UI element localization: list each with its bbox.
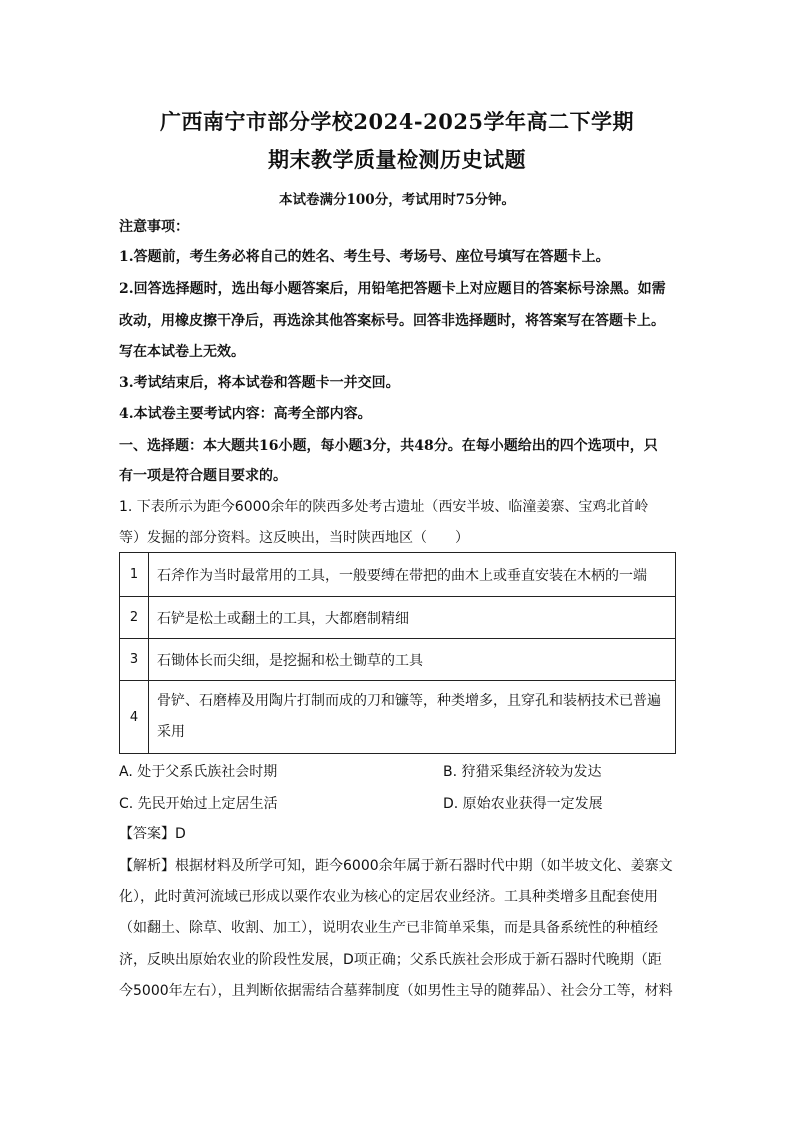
section-heading-line1: 一、选择题：本大题共16小题，每小题3分，共48分。在每小题给出的四个选项中，只	[119, 438, 658, 454]
table-cell-num: 2	[120, 597, 149, 639]
analysis-line2: 化），此时黄河流域已形成以粟作农业为核心的定居农业经济。工具种类增多且配套使用	[119, 889, 658, 905]
table-cell-text-line2: 采用	[157, 724, 185, 740]
note-item-1: 1.答题前，考生务必将自己的姓名、考生号、考场号、座位号填写在答题卡上。	[119, 249, 610, 265]
note-item-3: 3.考试结束后，将本试卷和答题卡一并交回。	[119, 375, 400, 391]
table-row	[120, 597, 676, 639]
table-cell-num: 1	[120, 553, 149, 597]
table-cell-text: 石铲是松土或翻土的工具，大都磨制精细	[149, 597, 676, 639]
notes-heading: 注意事项：	[119, 219, 189, 235]
table-row	[120, 639, 676, 681]
section-heading-line2: 有一项是符合题目要求的。	[119, 468, 287, 484]
table-cell-text-line1: 骨铲、石磨棒及用陶片打制而成的刀和镰等，种类增多，且穿孔和装柄技术已普遍	[157, 693, 661, 709]
analysis-line1: 【解析】根据材料及所学可知，距今6000余年属于新石器时代中期（如半坡文化、姜寨文	[119, 858, 673, 874]
analysis-line4: 济，反映出原始农业的阶段性发展，D项正确；父系氏族社会形成于新石器时代晚期（距	[119, 952, 662, 968]
note-item-4: 4.本试卷主要考试内容：高考全部内容。	[119, 406, 372, 422]
option-c: C. 先民开始过上定居生活	[119, 796, 278, 812]
analysis-line5: 今5000年左右），且判断依据需结合墓葬制度（如男性主导的随葬品）、社会分工等，材料	[119, 983, 673, 999]
exam-subtitle: 本试卷满分100分，考试用时75分钟。	[279, 192, 515, 208]
page-title-line2: 期末教学质量检测历史试题	[268, 147, 526, 172]
page-title: 广西南宁市部分学校2024-2025学年高二下学期	[159, 109, 635, 134]
option-b: B. 狩猎采集经济较为发达	[443, 764, 602, 780]
table-cell-text: 石斧作为当时最常用的工具，一般要缚在带把的曲木上或垂直安装在木柄的一端	[149, 553, 676, 597]
table-cell-text: 石锄体长而尖细，是挖掘和松土锄草的工具	[149, 639, 676, 681]
question-1-table	[119, 552, 676, 754]
analysis-line3: （如翻土、除草、收割、加工），说明农业生产已非简单采集，而是具备系统性的种植经	[119, 920, 658, 936]
option-d: D. 原始农业获得一定发展	[443, 796, 603, 812]
table-row	[120, 553, 676, 597]
option-a: A. 处于父系氏族社会时期	[119, 764, 278, 780]
question-1-stem-line1: 1. 下表所示为距今6000余年的陕西多处考古遗址（西安半坡、临潼姜寨、宝鸡北首岭	[119, 499, 649, 515]
question-1-stem-line2: 等）发掘的部分资料。这反映出，当时陕西地区（ ）	[119, 530, 469, 546]
note-item-2-line3: 写在本试卷上无效。	[119, 344, 245, 360]
note-item-2-line2: 改动，用橡皮擦干净后，再选涂其他答案标号。回答非选择题时，将答案写在答题卡上。	[119, 313, 665, 329]
table-cell-num: 4	[120, 681, 149, 754]
table-cell-text	[149, 681, 676, 754]
table-row	[120, 681, 676, 754]
table-cell-num: 3	[120, 639, 149, 681]
answer-label: 【答案】D	[119, 826, 186, 842]
note-item-2-line1: 2.回答选择题时，选出每小题答案后，用铅笔把答题卡上对应题目的答案标号涂黑。如需	[119, 281, 666, 297]
